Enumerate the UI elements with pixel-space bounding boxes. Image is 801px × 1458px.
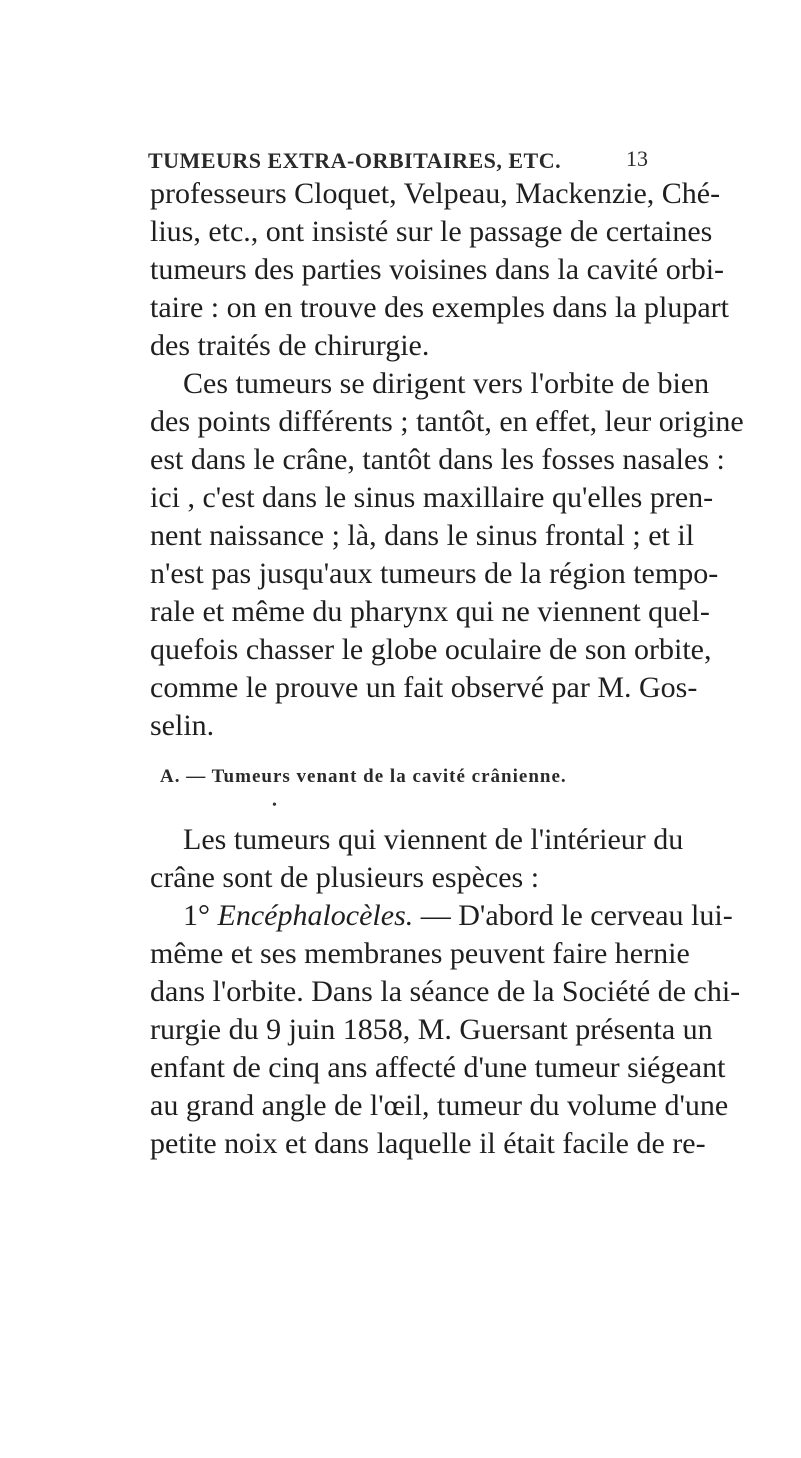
term-encephaloceles: Encéphalocèles. xyxy=(217,899,414,932)
text-line: même et ses membranes peuvent faire hernie xyxy=(150,937,690,970)
text-line: des traités de chirurgie. xyxy=(150,329,430,362)
text-fragment: — D'abord le cerveau lui- xyxy=(413,899,733,932)
text-line: enfant de cinq ans affecté d'une tumeur siégeant xyxy=(150,1051,726,1084)
text-line xyxy=(183,898,733,934)
text-line: quefois chasser le globe oculaire de son orbite, xyxy=(150,633,712,666)
section-heading: A. — Tumeurs venant de la cavité crânienne. xyxy=(160,766,567,787)
running-head: TUMEURS EXTRA-ORBITAIRES, ETC. xyxy=(148,148,562,173)
text-line: crâne sont de plusieurs espèces : xyxy=(150,861,540,894)
text-line: rale et même du pharynx qui ne viennent quel- xyxy=(150,595,710,628)
text-line: est dans le crâne, tantôt dans les fosses nasales : xyxy=(150,443,725,476)
page-number: 13 xyxy=(626,146,648,171)
text-line: dans l'orbite. Dans la séance de la Société de chi- xyxy=(150,975,741,1008)
section-mark: • xyxy=(272,798,277,813)
text-line: nent naissance ; là, dans le sinus frontal ; et il xyxy=(150,519,695,552)
text-line: taire : on en trouve des exemples dans la plupart xyxy=(150,291,729,324)
text-line: rurgie du 9 juin 1858, M. Guersant présenta un xyxy=(150,1013,713,1046)
text-line: n'est pas jusqu'aux tumeurs de la région tempo- xyxy=(150,557,719,590)
text-line: petite noix et dans laquelle il était facile de re- xyxy=(150,1127,706,1160)
text-line: au grand angle de l'œil, tumeur du volume d'une xyxy=(150,1089,729,1122)
text-line: des points différents ; tantôt, en effet, leur origine xyxy=(150,405,744,438)
text-line: Les tumeurs qui viennent de l'intérieur du xyxy=(183,823,684,856)
text-line: comme le prouve un fait observé par M. Gos- xyxy=(150,671,698,704)
list-number: 1° xyxy=(183,899,210,932)
text-line: tumeurs des parties voisines dans la cavité orbi- xyxy=(150,253,725,286)
text-line: lius, etc., ont insisté sur le passage de certaines xyxy=(150,215,713,248)
text-line: professeurs Cloquet, Velpeau, Mackenzie, Ché- xyxy=(150,177,721,210)
text-line: selin. xyxy=(150,709,215,742)
text-line: ici , c'est dans le sinus maxillaire qu'elles pren- xyxy=(150,481,714,514)
text-line: Ces tumeurs se dirigent vers l'orbite de bien xyxy=(183,367,710,400)
